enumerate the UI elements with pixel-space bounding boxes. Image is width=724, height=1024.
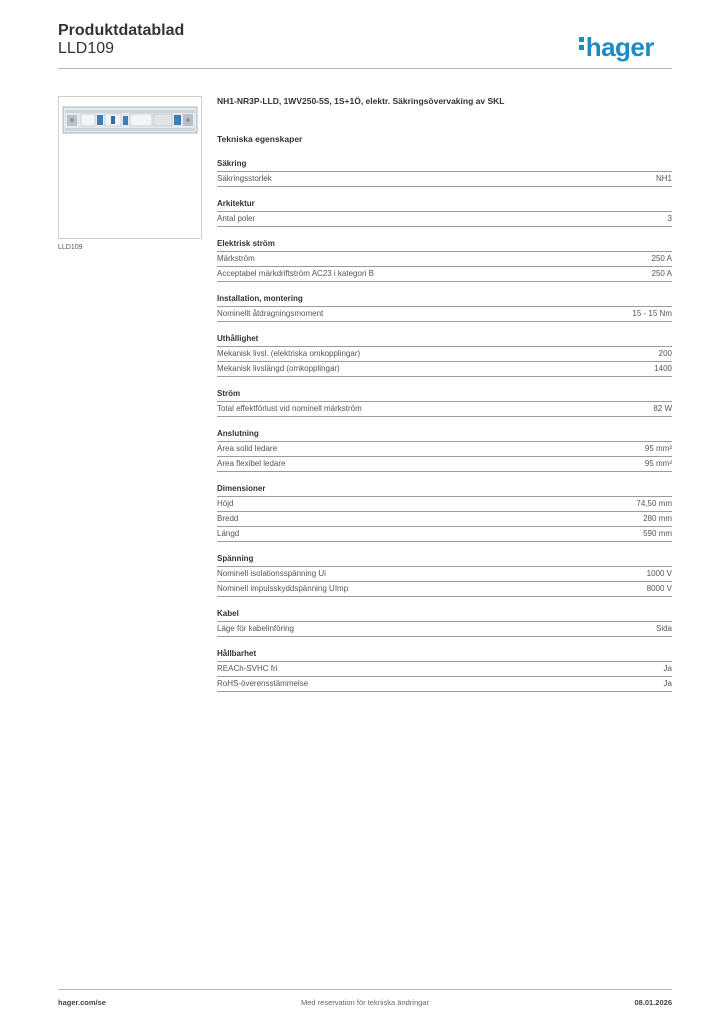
spec-row [217,457,672,472]
footer-date: 08.01.2026 [634,998,672,1007]
product-image [58,96,202,239]
spec-label: Nominellt åtdragningsmoment [217,309,324,318]
spec-value: 1400 [654,364,672,373]
spec-label: Nominell isolationsspänning Ui [217,569,326,578]
spec-group [217,159,672,187]
spec-row [217,362,672,377]
spec-value: 250 A [651,269,672,278]
spec-section [217,96,672,704]
logo-dots-icon [579,34,584,53]
spec-value: 95 mm² [644,444,672,453]
spec-value: 590 mm [643,529,672,538]
spec-label: Nominell impulsskyddspänning UImp [217,584,349,593]
spec-group-title: Uthållighet [217,334,672,347]
spec-value: NH1 [655,174,672,183]
product-code: LLD109 [58,40,115,57]
spec-label: Längd [217,529,240,538]
spec-label: Läge för kabelinföring [217,624,294,633]
specs-heading: Tekniska egenskaper [217,134,303,144]
spec-label: REACh-SVHC fri [217,664,278,673]
spec-row [217,677,672,692]
spec-value: 3 [667,214,672,223]
spec-group-title: Elektrisk ström [217,239,672,252]
spec-group [217,239,672,282]
spec-row [217,267,672,282]
spec-value: 200 [658,349,672,358]
image-caption: LLD109 [58,244,83,251]
spec-group-title: Anslutning [217,429,672,442]
logo-text: hager [585,32,654,62]
spec-group [217,389,672,417]
spec-value: 1000 V [646,569,672,578]
spec-group [217,649,672,692]
spec-value: 280 mm [643,514,672,523]
spec-row [217,252,672,267]
spec-row [217,172,672,187]
spec-value: 82 W [653,404,672,413]
spec-row [217,442,672,457]
spec-row [217,497,672,512]
spec-group-title: Arkitektur [217,199,672,212]
footer-divider [58,989,672,990]
spec-row [217,662,672,677]
spec-value: 8000 V [646,584,672,593]
spec-groups [217,159,672,692]
spec-label: Area flexibel ledare [217,459,286,468]
spec-group [217,609,672,637]
spec-group [217,294,672,322]
spec-group [217,554,672,597]
spec-group [217,429,672,472]
spec-row [217,347,672,362]
spec-label: Area solid ledare [217,444,278,453]
spec-row [217,622,672,637]
spec-value: Ja [663,679,672,688]
spec-row [217,567,672,582]
spec-label: Höjd [217,499,234,508]
spec-row [217,402,672,417]
spec-group-title: Kabel [217,609,672,622]
spec-value: 74,50 mm [636,499,672,508]
spec-group [217,484,672,542]
header-divider [58,68,672,69]
spec-group-title: Ström [217,389,672,402]
spec-group-title: Säkring [217,159,672,172]
spec-group-title: Hållbarhet [217,649,672,662]
spec-label: Antal poler [217,214,256,223]
spec-value: 95 mm² [644,459,672,468]
spec-value: Ja [663,664,672,673]
footer-website-link[interactable]: hager.com/se [58,998,106,1007]
product-title: NH1-NR3P-LLD, 1WV250-5S, 1S+1Ö, elektr. Säkringsövervaking av SKL [217,96,505,106]
page-header [58,20,672,70]
spec-group-title: Installation, montering [217,294,672,307]
fuse-switch-illustration-icon [59,97,201,238]
spec-row [217,212,672,227]
document-title: Produktdatablad [58,22,185,39]
spec-label: Acceptabel märkdriftström AC23 i kategori B [217,269,374,278]
spec-label: Total effektförlust vid nominell märkström [217,404,362,413]
spec-label: Säkringsstorlek [217,174,272,183]
spec-row [217,512,672,527]
spec-value: 15 - 15 Nm [632,309,672,318]
spec-label: Mekanisk livslängd (omkopplingar) [217,364,340,373]
spec-value: 250 A [651,254,672,263]
spec-row [217,527,672,542]
spec-row [217,307,672,322]
spec-label: Bredd [217,514,239,523]
spec-label: RoHS-överensstämmelse [217,679,309,688]
spec-group [217,199,672,227]
spec-value: Sida [655,624,672,633]
spec-label: Mekanisk livsl. (elektriska omkopplingar) [217,349,361,358]
spec-group-title: Dimensioner [217,484,672,497]
footer-disclaimer: Med reservation för tekniska ändringar [301,998,429,1007]
spec-group-title: Spänning [217,554,672,567]
spec-group [217,334,672,377]
spec-row [217,582,672,597]
spec-label: Märkström [217,254,255,263]
hager-logo[interactable] [579,34,654,60]
